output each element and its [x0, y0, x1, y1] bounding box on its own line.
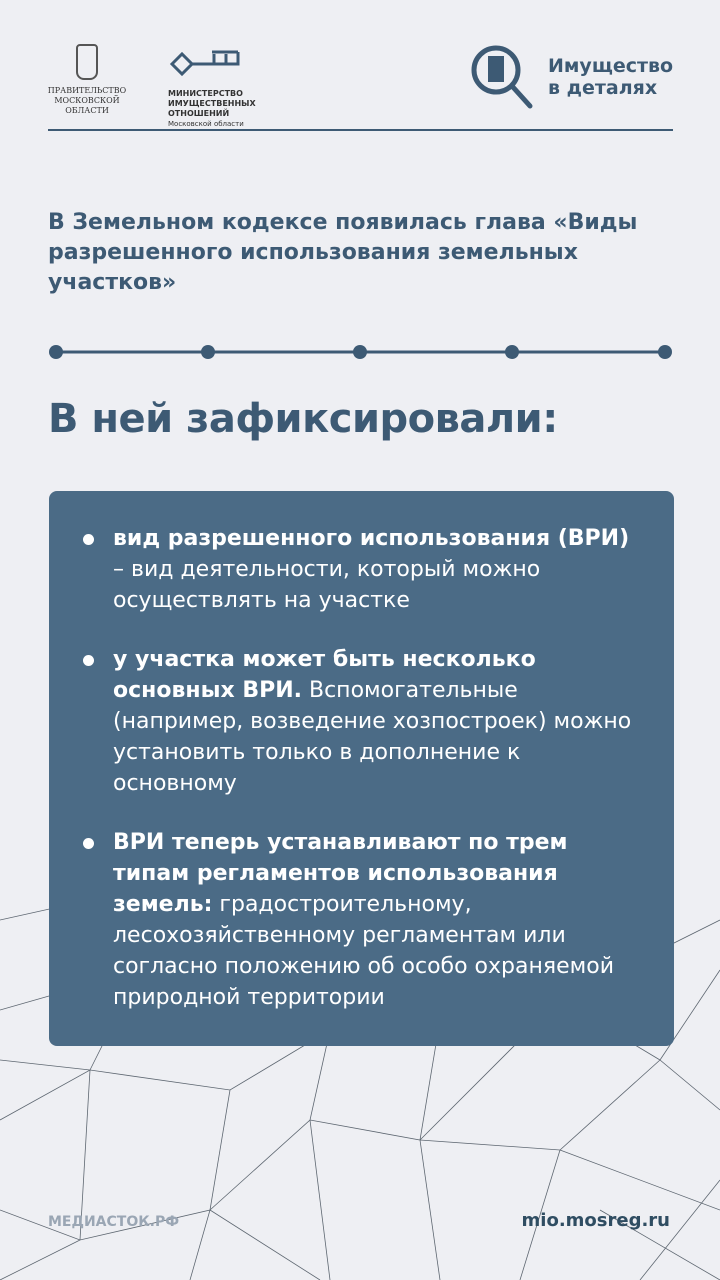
government-logo: ПРАВИТЕЛЬСТВО МОСКОВСКОЙ ОБЛАСТИ	[44, 44, 130, 116]
coat-of-arms-icon	[76, 44, 98, 80]
key-icon	[168, 44, 278, 80]
magnifier-building-icon	[470, 44, 534, 110]
header-divider	[48, 129, 673, 131]
intro-text: В Земельном кодексе появилась глава «Виды разрешенного использования земельных участков»	[48, 210, 638, 295]
website-link[interactable]: mio.mosreg.ru	[521, 1210, 670, 1231]
timeline-divider	[48, 344, 673, 360]
mediastok-watermark: МЕДИАСТОК.РФ	[48, 1214, 180, 1230]
list-item: у участка может быть несколько основных ВРИ. Вспомогательные (например, возведение хозпостроек) можно установить только в дополнение к основному	[81, 644, 644, 799]
brand-logo: Имущество в деталях	[470, 44, 673, 110]
list-item: вид разрешенного использования (ВРИ) – вид деятельности, который можно осуществлять на участке	[81, 523, 644, 616]
ministry-logo: МИНИСТЕРСТВО ИМУЩЕСТВЕННЫХ ОТНОШЕНИЙ Московской области	[168, 44, 278, 129]
section-heading: В ней зафиксировали:	[48, 396, 558, 442]
list-item: ВРИ теперь устанавливают по трем типам регламентов использования земель: градостроительному, лесохозяйственному регламентам или согласно положению об особо охраняемой природной территории	[81, 827, 644, 1013]
info-card	[49, 491, 674, 1046]
